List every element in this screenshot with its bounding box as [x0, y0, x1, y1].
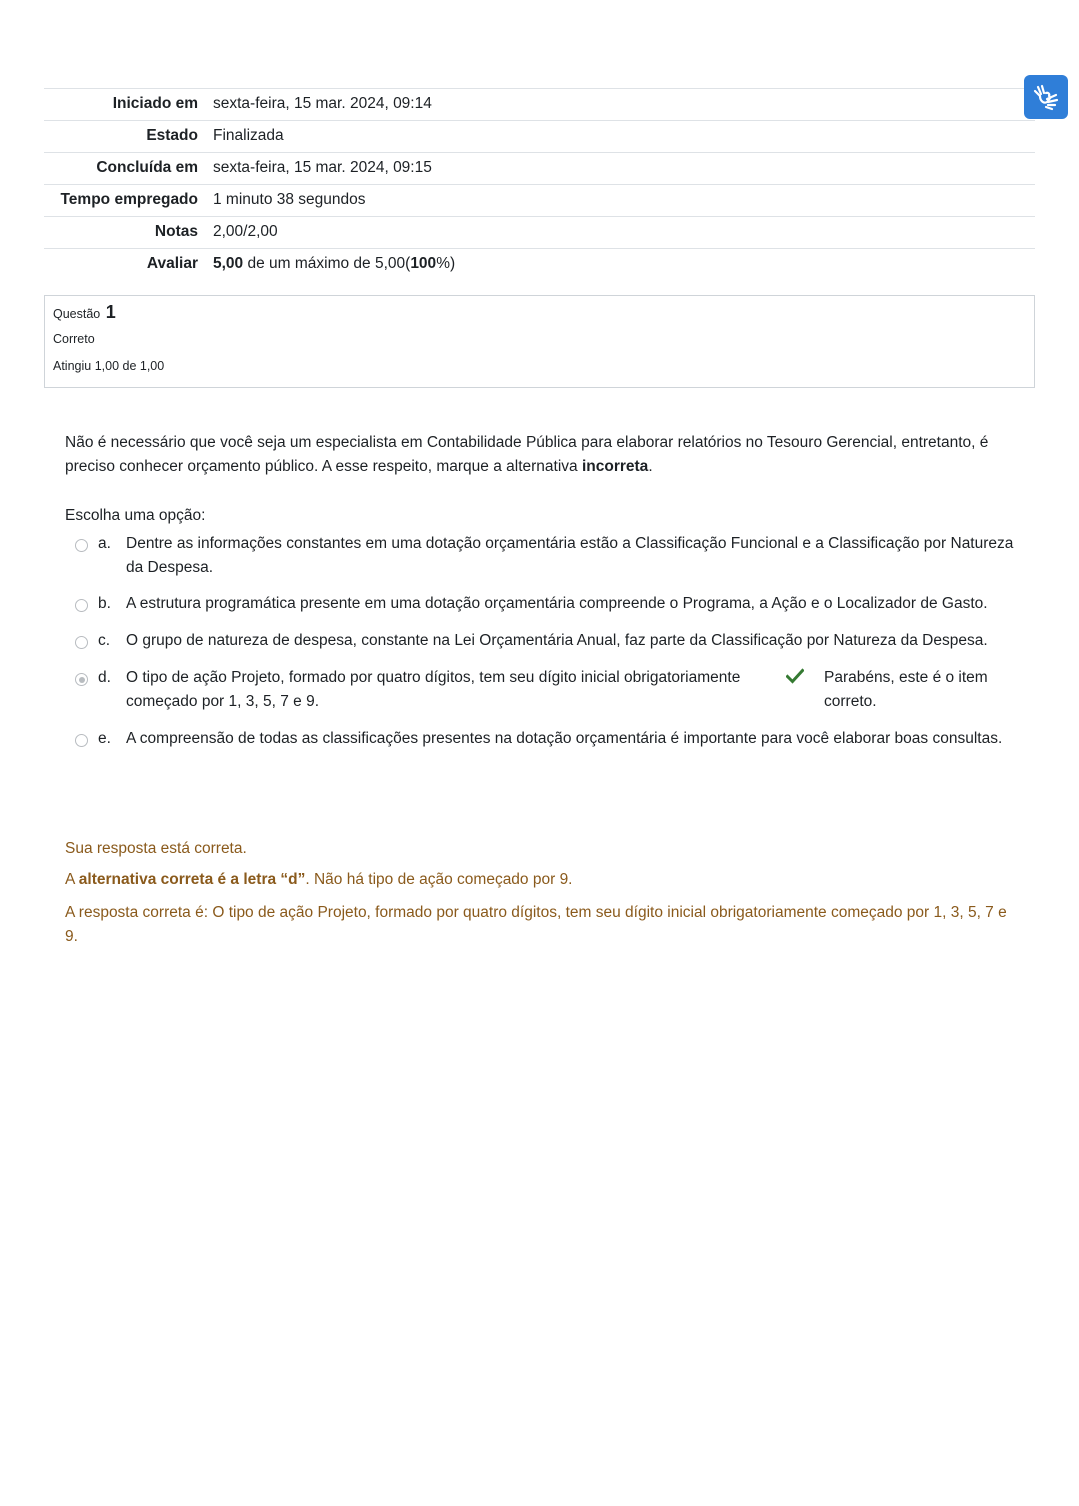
summary-row-started: [44, 88, 1035, 120]
answer-option-c[interactable]: [65, 629, 1015, 653]
summary-grade-value: [213, 249, 1035, 280]
summary-row-grade: [44, 248, 1035, 280]
answer-text: Dentre as informações constantes em uma dotação orçamentária estão a Classificação Funcional e a Classificação por Natureza da Despesa.: [126, 535, 1014, 576]
question-info-box: [44, 295, 1035, 388]
radio-button-e[interactable]: [75, 734, 88, 747]
summary-value: sexta-feira, 15 mar. 2024, 09:15: [213, 159, 432, 176]
answer-status-feedback: Sua resposta está correta.: [65, 840, 247, 857]
general-feedback-start: A: [65, 871, 79, 888]
summary-label: Notas: [154, 223, 198, 240]
summary-value: 2,00/2,00: [213, 223, 278, 240]
general-feedback-end: . Não há tipo de ação começado por 9.: [305, 871, 573, 888]
summary-row-completed: [44, 152, 1035, 184]
summary-label: Estado: [146, 127, 198, 144]
right-answer-feedback: A resposta correta é: O tipo de ação Projeto, formado por quatro dígitos, tem seu dígito inicial obrigatoriamente começado por 1, 3, 5, 7 e 9.: [65, 904, 1007, 945]
radio-button-a[interactable]: [75, 539, 88, 552]
summary-row-time-taken: [44, 184, 1035, 216]
general-feedback: [65, 868, 1015, 892]
grade-mid-text: de um máximo de 5,00(: [243, 255, 411, 272]
summary-value: Finalizada: [213, 127, 284, 144]
answer-option-e[interactable]: [65, 727, 1015, 751]
question-text-bold: incorreta: [581, 458, 649, 475]
grade-percent: 100: [410, 255, 437, 272]
answer-letter: b.: [98, 595, 111, 612]
question-label: Questão: [53, 307, 101, 321]
summary-value: 1 minuto 38 segundos: [213, 191, 366, 208]
answer-option-d[interactable]: [65, 666, 1015, 714]
radio-button-b[interactable]: [75, 599, 88, 612]
answer-option-a[interactable]: [65, 532, 1015, 580]
answer-text: A estrutura programática presente em uma dotação orçamentária compreende o Programa, a Ação e o Localizador de Gasto.: [126, 595, 988, 612]
question-state: Correto: [53, 332, 95, 346]
question-text-end: .: [648, 458, 653, 475]
question-grade: Atingiu 1,00 de 1,00: [53, 359, 165, 373]
question-text: [65, 431, 1015, 479]
answer-list: [65, 532, 1015, 751]
summary-label: Concluída em: [96, 159, 198, 176]
general-feedback-bold: alternativa correta é a letra “d”: [78, 871, 306, 888]
summary-row-state: [44, 120, 1035, 152]
summary-label: Iniciado em: [112, 95, 198, 112]
answer-letter: c.: [98, 632, 111, 649]
answer-option-b[interactable]: [65, 592, 1015, 616]
answer-text: A compreensão de todas as classificações presentes na dotação orçamentária é importante para você elaborar boas consultas.: [126, 730, 1003, 747]
question-number-line: [53, 302, 1026, 324]
radio-button-c[interactable]: [75, 636, 88, 649]
radio-button-d[interactable]: [75, 673, 88, 686]
accessibility-button[interactable]: [1024, 75, 1068, 119]
answer-letter: d.: [98, 669, 111, 686]
answer-text: O tipo de ação Projeto, formado por quatro dígitos, tem seu dígito inicial obrigatoriamente começado por 1, 3, 5, 7 e 9.: [126, 669, 741, 710]
check-icon: [786, 668, 806, 692]
summary-row-marks: [44, 216, 1035, 248]
answer-specific-feedback: Parabéns, este é o item correto.: [824, 669, 988, 710]
answer-letter: e.: [98, 730, 111, 747]
choose-option-prompt: Escolha uma opção:: [65, 507, 206, 524]
hands-sign-language-icon: [1032, 83, 1060, 111]
grade-end-text: %): [436, 255, 456, 272]
question-number: 1: [105, 302, 116, 322]
summary-label: Avaliar: [146, 255, 198, 272]
answer-text: O grupo de natureza de despesa, constante na Lei Orçamentária Anual, faz parte da Classificação por Natureza da Despesa.: [126, 632, 988, 649]
grade-score: 5,00: [213, 255, 244, 272]
summary-label: Tempo empregado: [60, 191, 198, 208]
question-text-start: Não é necessário que você seja um especialista em Contabilidade Pública para elaborar relatórios no Tesouro Gerencial, entretanto, é preciso conhecer orçamento público. A esse respeito, marque a alternativa: [65, 434, 989, 475]
answer-letter: a.: [98, 535, 111, 552]
summary-value: sexta-feira, 15 mar. 2024, 09:14: [213, 95, 432, 112]
attempt-summary-table: [44, 88, 1035, 280]
